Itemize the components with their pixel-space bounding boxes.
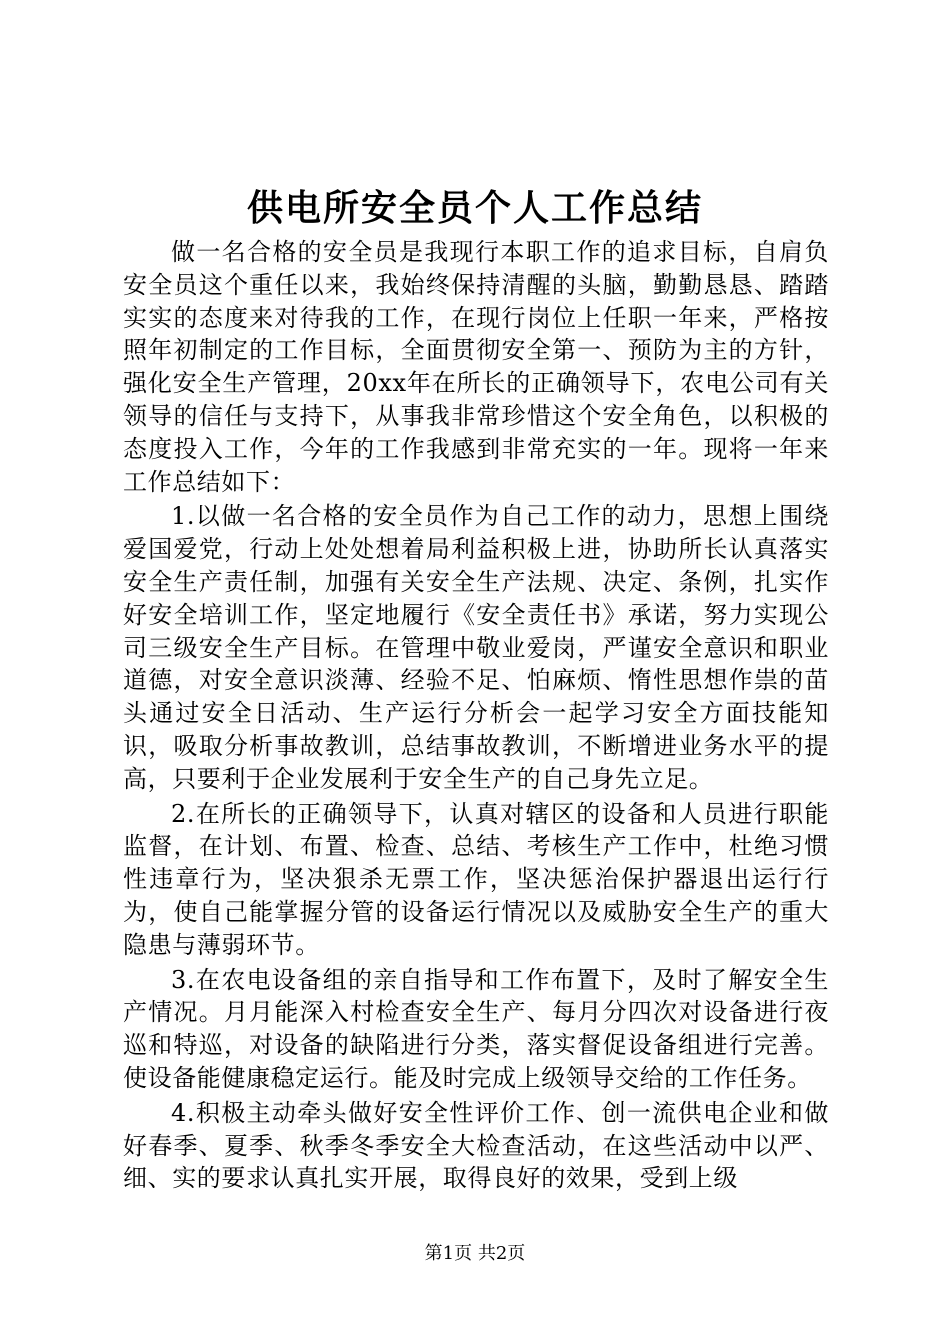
- paragraph-intro: 做一名合格的安全员是我现行本职工作的追求目标，自肩负安全员这个重任以来，我始终保持清醒的头脑，勤勤恳恳、踏踏实实的态度来对待我的工作，在现行岗位上任职一年来，严格按照年初制定的工作目标，全面贯彻安全第一、预防为主的方针，强化安全生产管理，20xx年在所长的正确领导下，农电公司有关领导的信任与支持下，从事我非常珍惜这个安全角色，以积极的态度投入工作，今年的工作我感到非常充实的一年。现将一年来工作总结如下：: [123, 238, 829, 496]
- paragraph-item-4: 4.积极主动牵头做好安全性评价工作、创一流供电企业和做好春季、夏季、秋季冬季安全大检查活动，在这些活动中以严、细、实的要求认真扎实开展，取得良好的效果，受到上级: [123, 1098, 829, 1193]
- paragraph-item-1: 1.以做一名合格的安全员作为自己工作的动力，思想上围绕爱国爱党，行动上处处想着局利益积极上进，协助所长认真落实安全生产责任制，加强有关安全生产法规、决定、条例，扎实作好安全培训工作，坚定地履行《安全责任书》承诺，努力实现公司三级安全生产目标。在管理中敬业爱岗，严谨安全意识和职业道德，对安全意识淡薄、经验不足、怕麻烦、惰性思想作祟的苗头通过安全日活动、生产运行分析会一起学习安全方面技能知识，吸取分析事故教训，总结事故教训，不断增进业务水平的提高，只要利于企业发展利于安全生产的自己身先立足。: [123, 502, 829, 793]
- paragraph-item-3: 3.在农电设备组的亲自指导和工作布置下，及时了解安全生产情况。月月能深入村检查安全生产、每月分四次对设备进行夜巡和特巡，对设备的缺陷进行分类，落实督促设备组进行完善。使设备能健康稳定运行。能及时完成上级领导交给的工作任务。: [123, 965, 829, 1092]
- document-body: [123, 236, 829, 1197]
- document-title: 供电所安全员个人工作总结: [246, 187, 703, 229]
- page-number-footer: 第1页 共2页: [424, 1243, 526, 1264]
- paragraph-item-2: 2.在所长的正确领导下，认真对辖区的设备和人员进行职能监督，在计划、布置、检查、总结、考核生产工作中，杜绝习惯性违章行为，坚决狠杀无票工作，坚决惩治保护器退出运行行为，使自己能掌握分管的设备运行情况以及威胁安全生产的重大隐患与薄弱环节。: [123, 799, 829, 959]
